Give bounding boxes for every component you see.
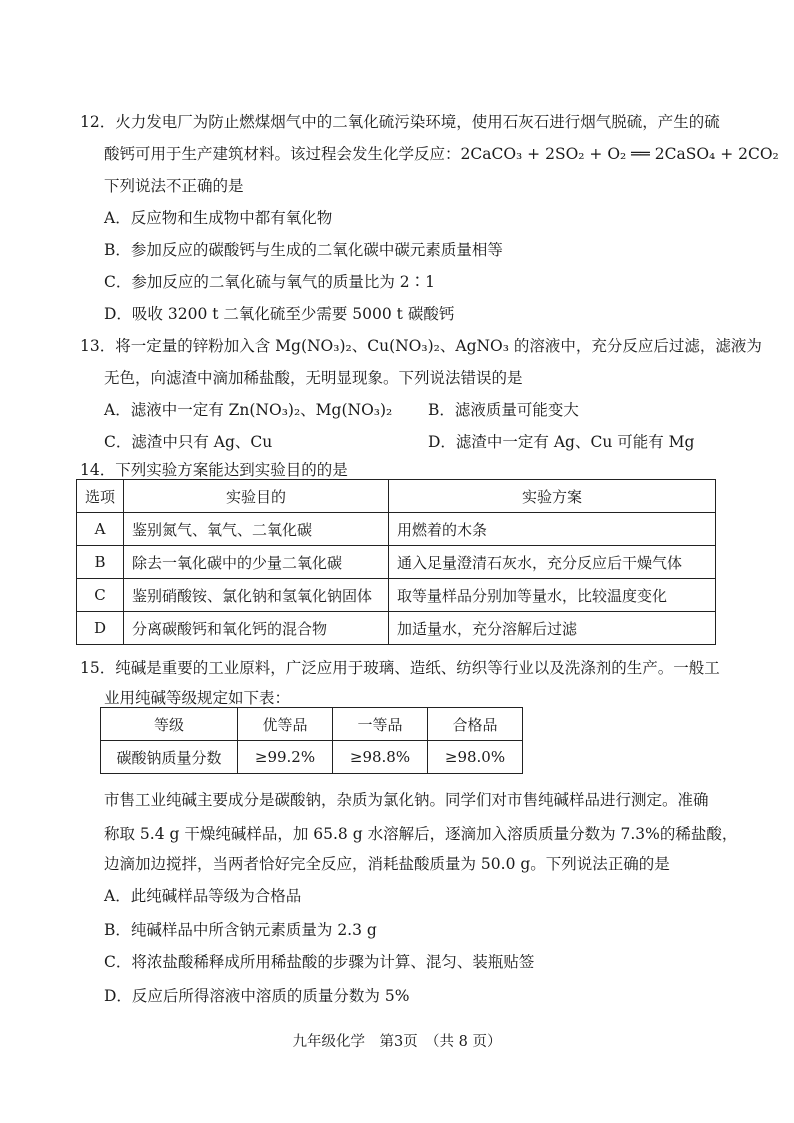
q13-stem-line1: 13．将一定量的锌粉加入含 Mg(NO₃)₂、Cu(NO₃)₂、AgNO₃ 的溶液中，充分反应后过滤，滤液为 [80,337,762,355]
q13-option-a: A．滤液中一定有 Zn(NO₃)₂、Mg(NO₃)₂ [104,401,393,419]
row-purpose: 鉴别硝酸铵、氯化钠和氢氧化钠固体 [124,579,389,612]
fraction-label: 碳酸钠质量分数 [101,741,238,774]
q12-option-b: B．参加反应的碳酸钙与生成的二氧化碳中碳元素质量相等 [104,241,503,259]
q15-option-a: A．此纯碱样品等级为合格品 [104,887,302,905]
q12-option-a: A．反应物和生成物中都有氧化物 [104,209,333,227]
q12-option-d: D．吸收 3200 t 二氧化硫至少需要 5000 t 碳酸钙 [104,305,455,323]
row-option: D [77,612,124,645]
row-plan: 加适量水，充分溶解后过滤 [389,612,716,645]
q15-para-line2: 称取 5.4 g 干燥纯碱样品，加 65.8 g 水溶解后，逐滴加入溶质质量分数为 7.3%的稀盐酸， [104,825,738,843]
table-row [101,708,523,741]
q15-stem-line1: 15．纯碱是重要的工业原料，广泛应用于玻璃、造纸、纺织等行业以及洗涤剂的生产。一般工 [80,659,720,677]
fraction-cell: ≥98.8% [333,741,428,774]
table-row [77,579,716,612]
row-purpose: 鉴别氮气、氧气、二氧化碳 [124,513,389,546]
q14-table [76,479,716,645]
header-option: 选项 [77,480,124,513]
q12-stem-line1: 12．火力发电厂为防止燃煤烟气中的二氧化硫污染环境，使用石灰石进行烟气脱硫，产生的硫 [80,113,720,131]
page-footer: 九年级化学 第3页 （共 8 页） [292,1034,502,1050]
row-plan: 用燃着的木条 [389,513,716,546]
fraction-cell: ≥98.0% [428,741,523,774]
q15-option-d: D．反应后所得溶液中溶质的质量分数为 5% [104,987,410,1005]
grade-cell: 一等品 [333,708,428,741]
row-option: A [77,513,124,546]
q13-option-c: C．滤渣中只有 Ag、Cu [104,433,273,451]
table-row [77,612,716,645]
row-option: C [77,579,124,612]
q12-option-c: C．参加反应的二氧化硫与氧气的质量比为 2∶1 [104,273,436,291]
q12-stem-line3: 下列说法不正确的是 [104,177,244,195]
q15-option-b: B．纯碱样品中所含钠元素质量为 2.3 g [104,921,377,939]
row-purpose: 除去一氧化碳中的少量二氧化碳 [124,546,389,579]
grade-label: 等级 [101,708,238,741]
table-header-row [77,480,716,513]
q15-option-c: C．将浓盐酸稀释成所用稀盐酸的步骤为计算、混匀、装瓶贴签 [104,953,535,971]
row-plan: 取等量样品分别加等量水，比较温度变化 [389,579,716,612]
q13-stem-line2: 无色，向滤渣中滴加稀盐酸，无明显现象。下列说法错误的是 [104,369,523,387]
q13-option-d: D．滤渣中一定有 Ag、Cu 可能有 Mg [428,433,695,451]
row-purpose: 分离碳酸钙和氧化钙的混合物 [124,612,389,645]
q15-para-line3: 边滴加边搅拌，当两者恰好完全反应，消耗盐酸质量为 50.0 g。下列说法正确的是 [104,855,670,873]
q15-stem-line2: 业用纯碱等级规定如下表： [104,689,291,707]
q13-option-b: B．滤液质量可能变大 [428,401,579,419]
table-row [77,513,716,546]
row-option: B [77,546,124,579]
table-row [77,546,716,579]
grade-cell: 合格品 [428,708,523,741]
header-plan: 实验方案 [389,480,716,513]
fraction-cell: ≥99.2% [238,741,333,774]
grade-cell: 优等品 [238,708,333,741]
row-plan: 通入足量澄清石灰水，充分反应后干燥气体 [389,546,716,579]
table-row [101,741,523,774]
q15-grade-table [100,707,523,774]
q14-stem: 14．下列实验方案能达到实验目的的是 [80,461,348,479]
q15-para-line1: 市售工业纯碱主要成分是碳酸钠，杂质为氯化钠。同学们对市售纯碱样品进行测定。准确 [104,791,709,809]
header-purpose: 实验目的 [124,480,389,513]
q12-stem-line2: 酸钙可用于生产建筑材料。该过程会发生化学反应：2CaCO₃ + 2SO₂ + O₂ ══ 2CaSO₄ + 2CO₂ [104,145,779,163]
